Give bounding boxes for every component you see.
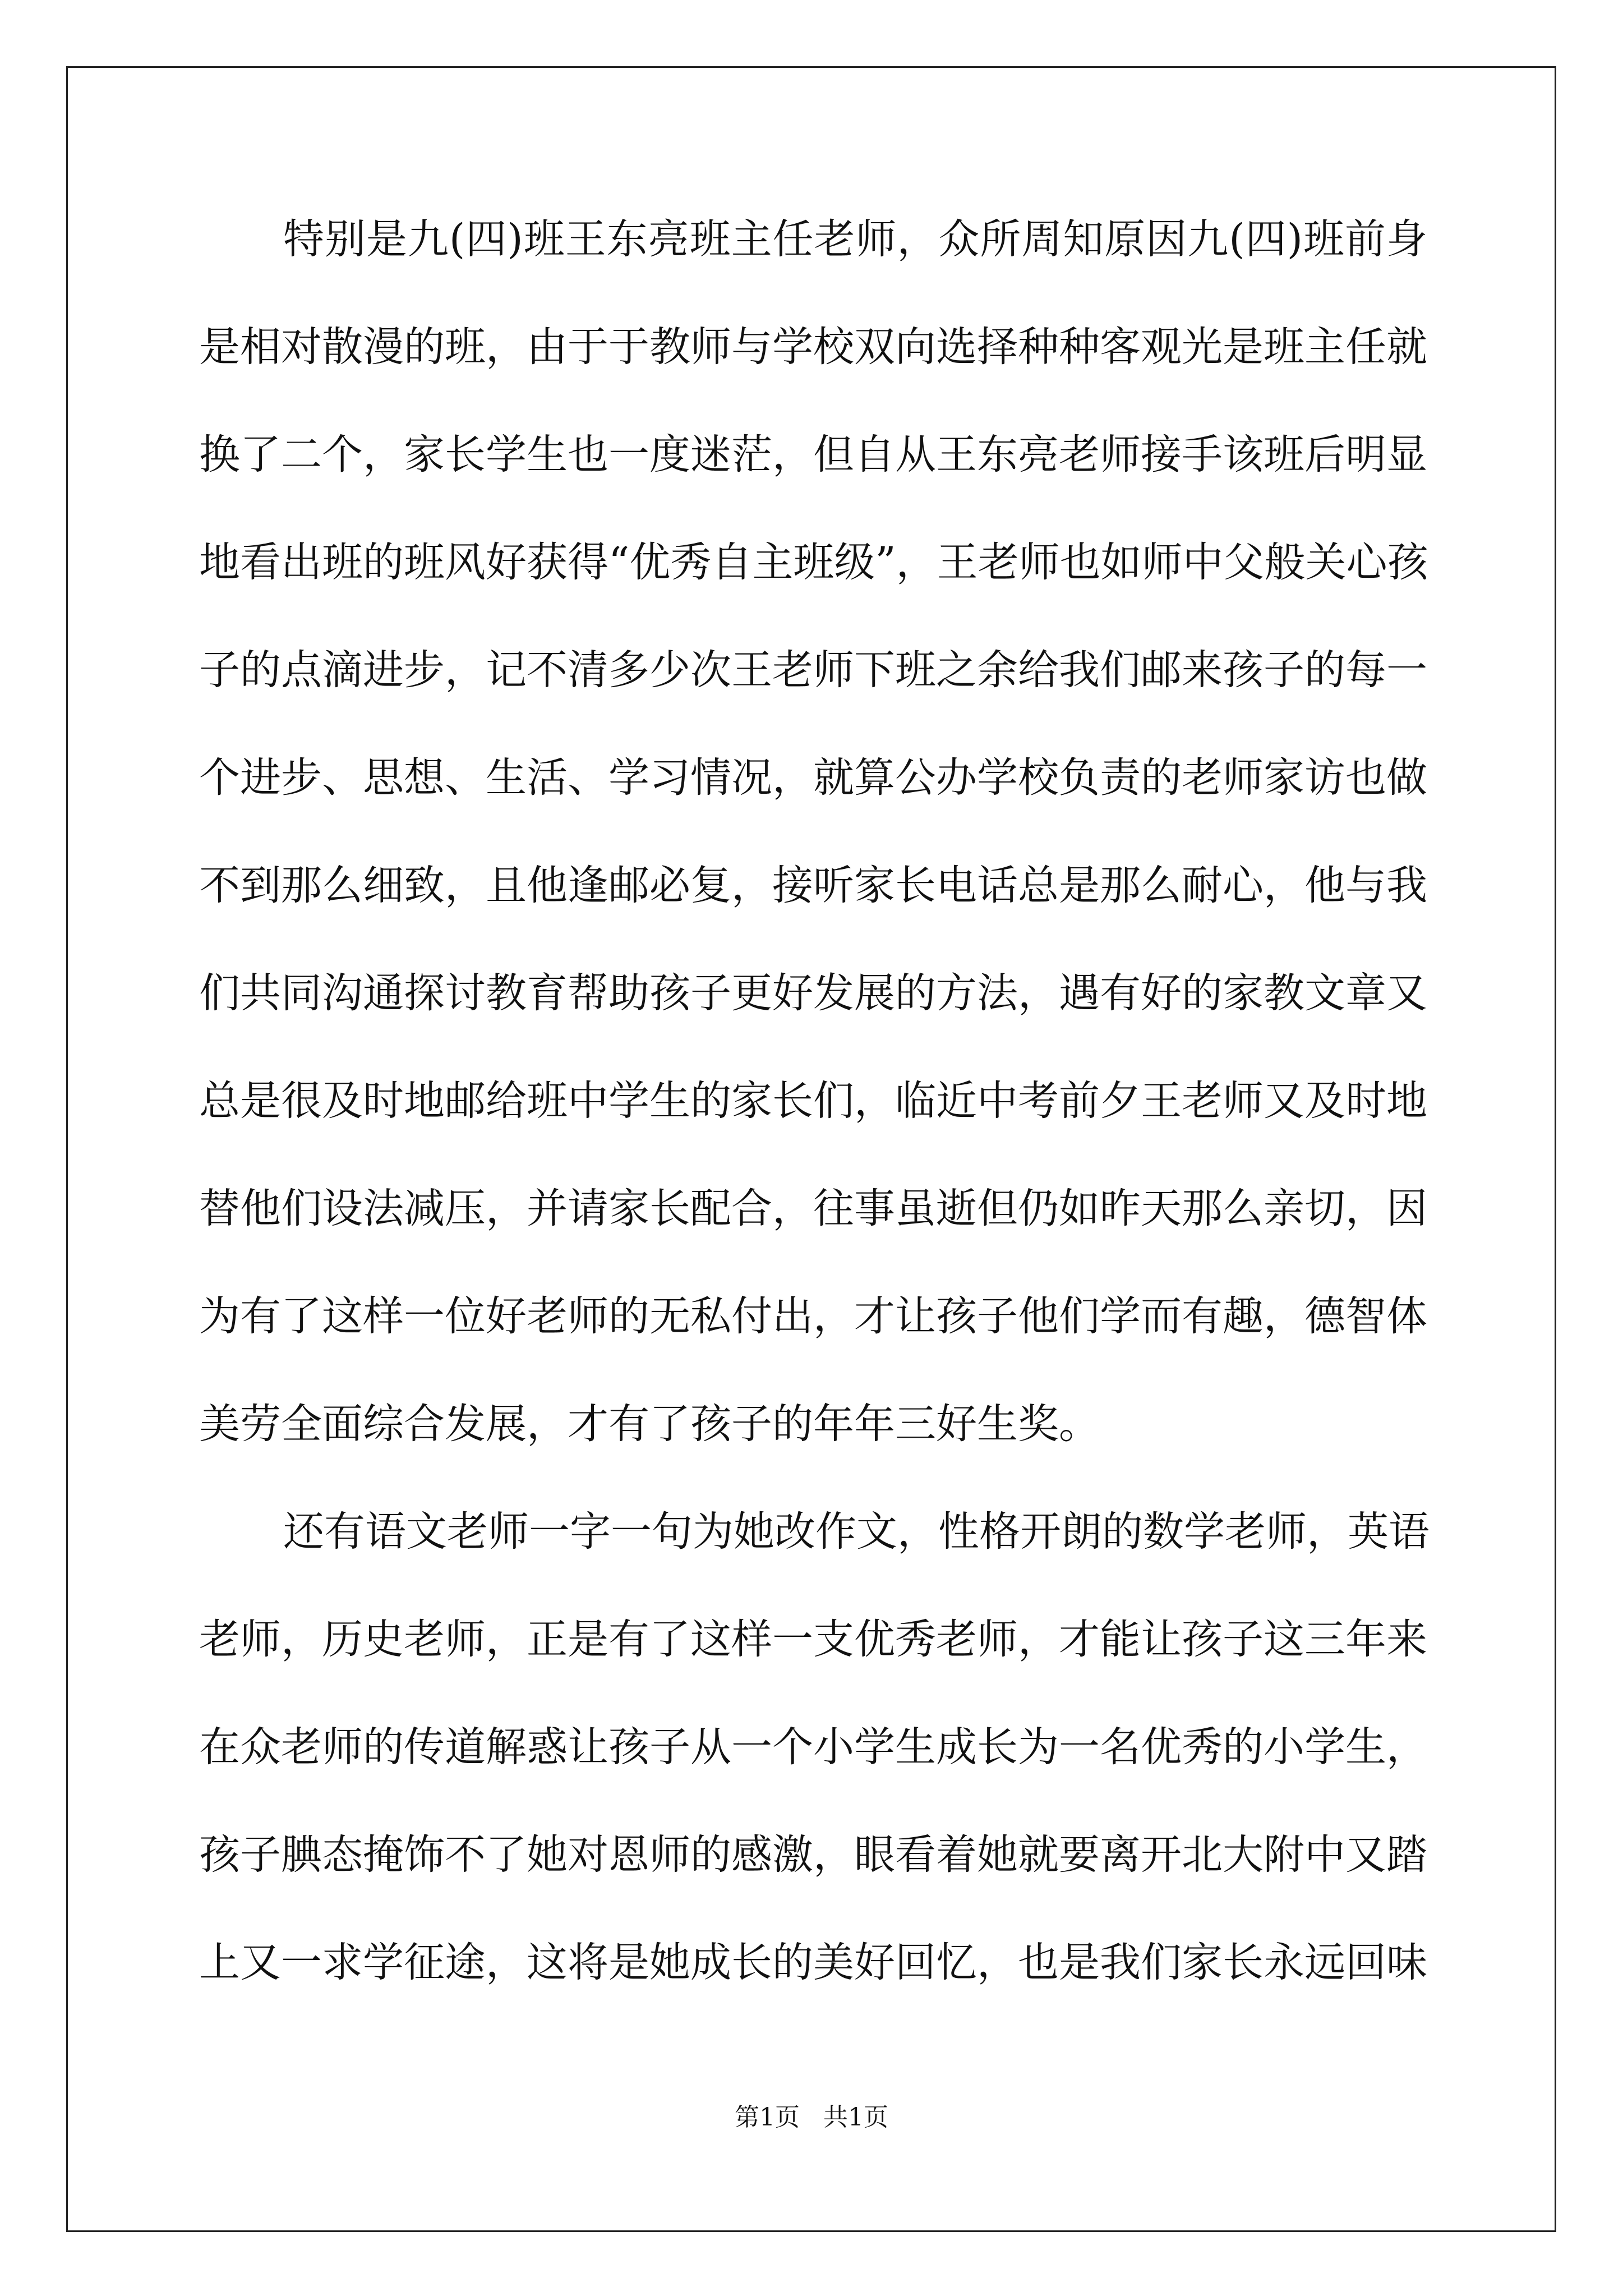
paragraph-1-line-7: 不到那么细致，且他逢邮必复，接听家长电话总是那么耐心，他与我 <box>199 862 1427 909</box>
paragraph-1-line-1: 特别是九(四)班王东亮班主任老师，众所周知原因九(四)班前身 <box>283 215 1427 263</box>
paragraph-1-line-12: 美劳全面综合发展，才有了孩子的年年三好生奖。 <box>199 1400 1100 1448</box>
paragraph-2-line-5: 上又一求学征途，这将是她成长的美好回忆，也是我们家长永远回味 <box>199 1939 1427 1986</box>
paragraph-1-line-5: 子的点滴进步，记不清多少次王老师下班之余给我们邮来孩子的每一 <box>199 646 1427 694</box>
paragraph-1-line-6: 个进步、思想、生活、学习情况，就算公办学校负责的老师家访也做 <box>199 754 1427 802</box>
page-footer: 第1页 共1页 <box>735 2103 888 2132</box>
paragraph-1-line-4: 地看出班的班风好获得“优秀自主班级”，王老师也如师中父般关心孩 <box>199 539 1428 586</box>
paragraph-1-line-11: 为有了这样一位好老师的无私付出，才让孩子他们学而有趣，德智体 <box>199 1292 1427 1340</box>
paragraph-1-line-3: 换了二个，家长学生也一度迷茫，但自从王东亮老师接手该班后明显 <box>199 431 1427 478</box>
paragraph-2-line-4: 孩子腆态掩饰不了她对恩师的感激，眼看着她就要离开北大附中又踏 <box>199 1831 1427 1879</box>
paragraph-2-line-3: 在众老师的传道解惑让孩子从一个小学生成长为一名优秀的小学生， <box>199 1723 1427 1771</box>
paragraph-1-line-2: 是相对散漫的班，由于于教师与学校双向选择种种客观光是班主任就 <box>199 323 1427 371</box>
paragraph-2-line-2: 老师，历史老师，正是有了这样一支优秀老师，才能让孩子这三年来 <box>199 1616 1427 1663</box>
document-body <box>199 212 1430 2043</box>
paragraph-1-line-9: 总是很及时地邮给班中学生的家长们，临近中考前夕王老师又及时地 <box>199 1077 1427 1125</box>
paragraph-1-line-10: 替他们设法减压，并请家长配合，往事虽逝但仍如昨天那么亲切，因 <box>199 1185 1427 1232</box>
paragraph-2-line-1: 还有语文老师一字一句为她改作文，性格开朗的数学老师，英语 <box>283 1508 1430 1556</box>
paragraph-1-line-8: 们共同沟通探讨教育帮助孩子更好发展的方法，遇有好的家教文章又 <box>199 969 1427 1017</box>
